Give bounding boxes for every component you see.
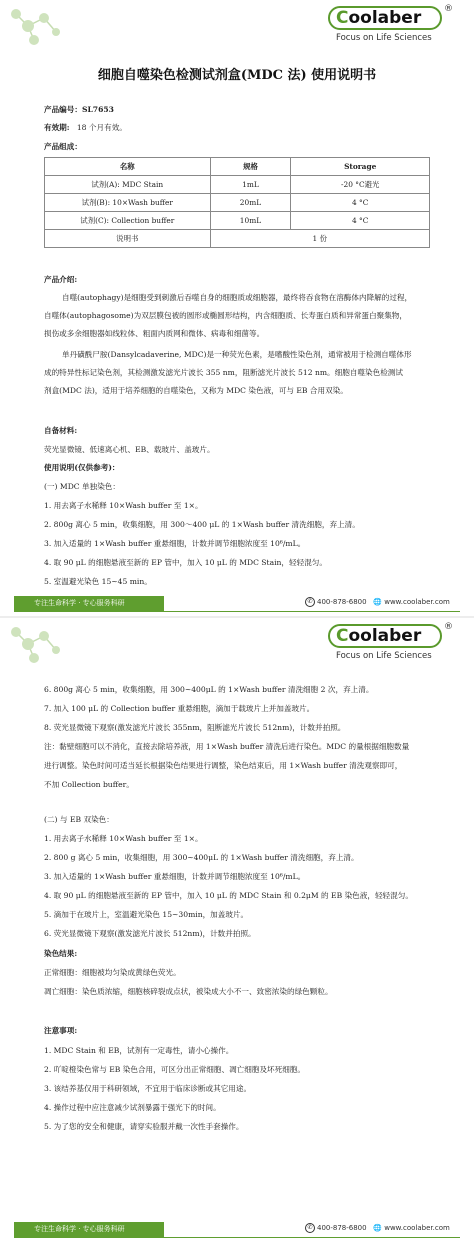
composition-label: 产品组成：: [44, 142, 82, 151]
intro-line: 自噬(autophagy)是细胞受到刺激后吞噬自身的细胞质或细胞器，最终将吞食物在溶酶体内降解的过程，: [62, 293, 413, 302]
intro-line: 单丹磺酰尸胺(Dansylcadaverine, MDC)是一种荧光色素，是嗜酸性染色剂，通常被用于检测自噬体形: [62, 350, 412, 359]
page-footer: [0, 596, 474, 616]
table-cell: 试剂(C): Collection buffer: [45, 212, 211, 230]
step-item: 1. 用去离子水稀释 10×Wash buffer 至 1×。: [44, 834, 203, 843]
table-cell: -20 °C避光: [291, 176, 430, 194]
composition-table: [44, 157, 430, 248]
table-cell: 10mL: [210, 212, 291, 230]
result-line: 正常细胞：细胞被均匀染成黄绿色荧光。: [44, 968, 181, 977]
table-cell: 1 份: [210, 230, 429, 248]
note-item: 2. 吖啶橙染色常与 EB 染色合用，可区分出正常细胞、凋亡细胞及坏死细胞。: [44, 1065, 306, 1074]
step-item: 5. 室温避光染色 15~45 min。: [44, 577, 152, 586]
result-line: 凋亡细胞：染色质浓缩，细胞核碎裂成点状，被染成大小不一、致密浓染的绿色颗粒。: [44, 987, 333, 996]
note-line: 注：黏壁细胞可以不消化，直接去除培养液，用 1×Wash buffer 清洗后进行染色。MDC 的量根据细胞数量: [44, 742, 410, 751]
page-footer: [0, 1222, 474, 1242]
footer-contact: ✆ 400-878-6800 🌐 www.coolaber.com: [305, 1223, 450, 1233]
section1-title: (一) MDC 单独染色：: [44, 482, 120, 491]
table-cell: 20mL: [210, 194, 291, 212]
step-item: 6. 800g 离心 5 min，收集细胞，用 300~400μL 的 1×Wash buffer 清洗细胞 2 次，弃上清。: [44, 685, 374, 694]
brand-tagline: Focus on Life Sciences: [336, 651, 432, 661]
usage-label: 使用说明(仅供参考)：: [44, 463, 120, 472]
brand-tagline: Focus on Life Sciences: [336, 33, 432, 43]
brand-logo: Coolaber ® Focus on Life Sciences: [328, 6, 458, 48]
step-item: 7. 加入 100 μL 的 Collection buffer 重悬细胞，滴加于载玻片上并加盖玻片。: [44, 704, 315, 713]
product-code: 产品编号：SL7653: [44, 105, 114, 114]
table-row: [45, 212, 430, 230]
materials-label: 自备材料:: [44, 426, 78, 435]
footer-slogan: 专注生命科学 · 专心服务科研: [14, 1222, 164, 1237]
brand-logo: Coolaber ® Focus on Life Sciences: [328, 624, 458, 666]
footer-slogan: 专注生命科学 · 专心服务科研: [14, 596, 164, 611]
step-item: 1. 用去离子水稀释 10×Wash buffer 至 1×。: [44, 501, 203, 510]
step-item: 4. 取 90 μL 的细胞悬液至新的 EP 管中，加入 10 μL 的 MDC Stain，轻轻混匀。: [44, 558, 327, 567]
step-item: 3. 加入适量的 1×Wash buffer 重悬细胞，计数并调节细胞浓度至 10⁶/mL。: [44, 872, 306, 881]
table-header: 规格: [210, 158, 291, 176]
table-header-row: [45, 158, 430, 176]
note-line: 不加 Collection buffer。: [44, 780, 134, 789]
step-item: 6. 荧光显微镜下观察(激发滤光片波长 512nm)，计数并拍照。: [44, 929, 256, 938]
globe-icon: 🌐: [373, 598, 382, 606]
step-item: 2. 800g 离心 5 min，收集细胞，用 300～400 μL 的 1×Wash buffer 清洗细胞，弃上清。: [44, 520, 360, 529]
materials-text: 荧光显微镜、低速离心机、EB、载玻片、盖玻片。: [44, 445, 215, 454]
note-line: 进行调整。染色时间可适当延长根据染色结果进行调整，染色结束后，用 1×Wash buffer 清洗观察即可，: [44, 761, 403, 770]
molecule-decoration: [6, 4, 66, 48]
globe-icon: 🌐: [373, 1224, 382, 1232]
validity: 有效期: 18 个月有效。: [44, 123, 127, 132]
footer-contact: ✆ 400-878-6800 🌐 www.coolaber.com: [305, 597, 450, 607]
note-item: 5. 为了您的安全和健康，请穿实验服并戴一次性手套操作。: [44, 1122, 244, 1131]
step-item: 4. 取 90 μL 的细胞悬液至新的 EP 管中，加入 10 μL 的 MDC Stain 和 0.2μM 的 EB 染色液，轻轻混匀。: [44, 891, 413, 900]
notes-label: 注意事项:: [44, 1026, 78, 1035]
step-item: 8. 荧光显微镜下观察(激发滤光片波长 355nm，阻断滤光片波长 512nm)，计数并拍照。: [44, 723, 346, 732]
step-item: 3. 加入适量的 1×Wash buffer 重悬细胞，计数并调节细胞浓度至 10⁶/mL。: [44, 539, 306, 548]
table-row: [45, 230, 430, 248]
intro-line: 自噬体(autophagosome)为双层膜包被的圆形或椭圆形结构，内含细胞质、长寿蛋白质和异常蛋白聚集物，: [44, 311, 407, 320]
table-row: [45, 176, 430, 194]
step-item: 2. 800 g 离心 5 min，收集细胞，用 300~400μL 的 1×Wash buffer 清洗细胞，弃上清。: [44, 853, 359, 862]
phone-icon: ✆: [305, 597, 315, 607]
page-2: [0, 618, 474, 1250]
note-item: 3. 该结养基仅用于科研领域，不宜用于临床诊断或其它用途。: [44, 1084, 252, 1093]
intro-line: 剂盒(MDC 法)，适用于培养细胞的自噬染色，又称为 MDC 染色液，可与 EB 合用双染。: [44, 386, 348, 395]
intro-label: 产品介绍:: [44, 275, 78, 284]
table-cell: 试剂(B): 10×Wash buffer: [45, 194, 211, 212]
table-cell: 说明书: [45, 230, 211, 248]
table-cell: 4 °C: [291, 212, 430, 230]
table-header: 名称: [45, 158, 211, 176]
note-item: 4. 操作过程中应注意减少试剂暴露于强光下的时间。: [44, 1103, 221, 1112]
molecule-decoration: [6, 622, 66, 666]
note-item: 1. MDC Stain 和 EB，试剂有一定毒性，请小心操作。: [44, 1046, 234, 1055]
table-cell: 1mL: [210, 176, 291, 194]
intro-line: 成的特异性标记染色剂，其检测激发滤光片波长 355 nm，阻断滤光片波长 512 nm。细胞自噬染色检测试: [44, 368, 403, 377]
table-header: Storage: [291, 158, 430, 176]
table-cell: 试剂(A): MDC Stain: [45, 176, 211, 194]
page-1: [0, 0, 474, 618]
table-cell: 4 °C: [291, 194, 430, 212]
table-row: [45, 194, 430, 212]
step-item: 5. 滴加于在玻片上，室温避光染色 15~30min，加盖玻片。: [44, 910, 249, 919]
intro-line: 损伤或多余细胞器如线粒体、粗面内质网和微体、病毒和细菌等。: [44, 329, 265, 338]
section2-title: (二) 与 EB 双染色：: [44, 815, 114, 824]
document-title: 细胞自噬染色检测试剂盒(MDC 法) 使用说明书: [97, 68, 377, 83]
result-label: 染色结果:: [44, 949, 78, 958]
phone-icon: ✆: [305, 1223, 315, 1233]
